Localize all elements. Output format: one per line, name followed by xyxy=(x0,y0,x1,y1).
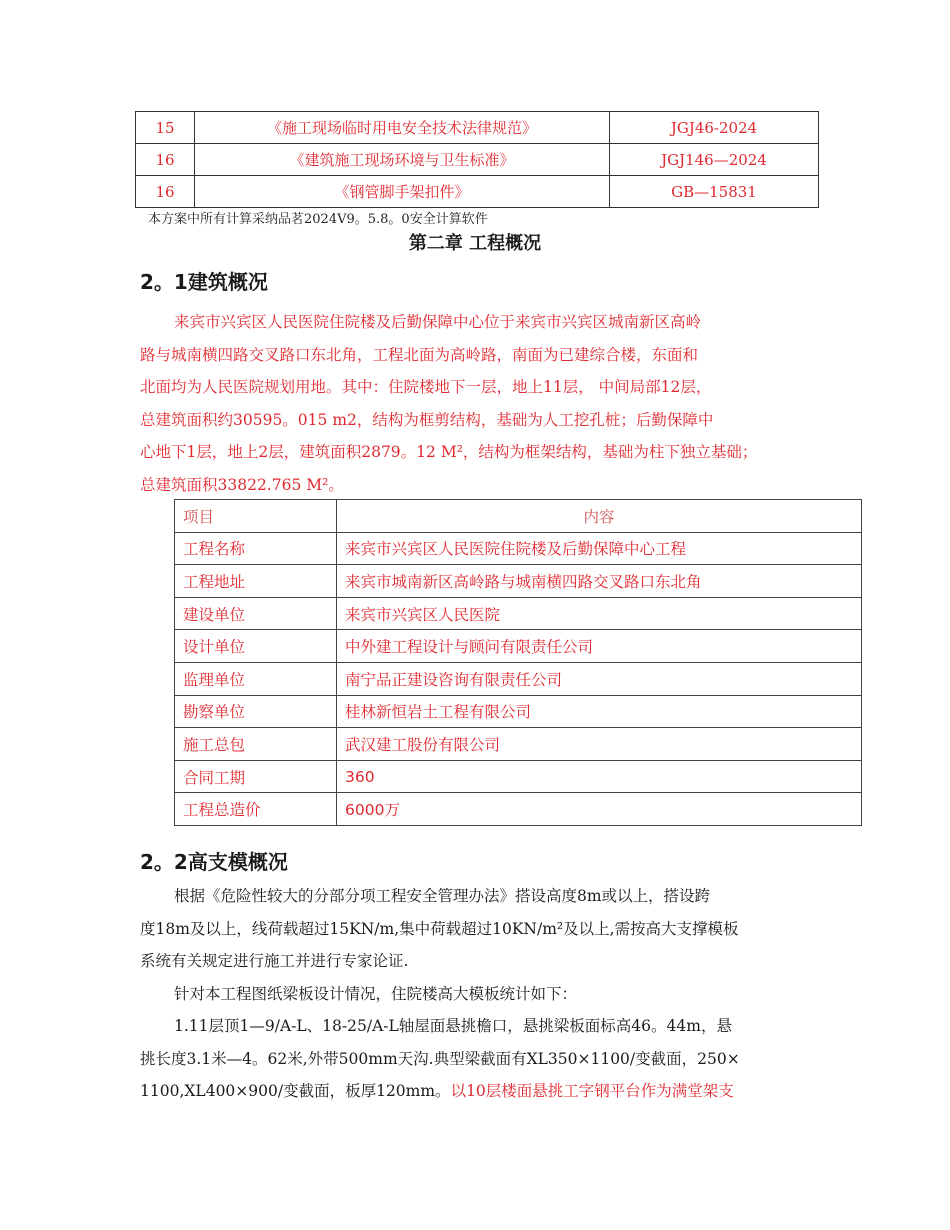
paragraph-line: 1.11层顶1—9/A-L、18-25/A-L轴屋面悬挑檐口，悬挑梁板面标高46。44m，悬 xyxy=(174,1017,732,1035)
paragraph-line: 总建筑面积约30595。015 m2，结构为框剪结构，基础为人工挖孔桩；后勤保障中 xyxy=(140,410,714,429)
info-item: 工程名称 xyxy=(175,532,337,565)
info-item: 工程地址 xyxy=(175,565,337,598)
info-item: 勘察单位 xyxy=(175,695,337,728)
reg-no: 16 xyxy=(136,176,195,208)
table-row xyxy=(175,597,862,630)
table-row xyxy=(175,565,862,598)
info-content: 来宾市城南新区高岭路与城南横四路交叉路口东北角 xyxy=(337,565,862,598)
info-content: 南宁品正建设咨询有限责任公司 xyxy=(337,662,862,695)
paragraph-line: 1100,XL400×900/变截面，板厚120mm。以10层楼面悬挑工字钢平台作为满堂架支 xyxy=(140,1082,734,1100)
table-header-row xyxy=(175,500,862,533)
table-row xyxy=(175,662,862,695)
building-overview-paragraph xyxy=(140,306,820,501)
reg-name: 《施工现场临时用电安全技术法律规范》 xyxy=(195,112,610,144)
info-item: 合同工期 xyxy=(175,760,337,793)
reg-code: GB—15831 xyxy=(610,176,819,208)
info-content: 武汉建工股份有限公司 xyxy=(337,728,862,761)
project-info-table xyxy=(174,499,862,826)
section-heading-high-formwork: 2。2高支模概况 xyxy=(140,850,288,874)
info-content: 来宾市兴宾区人民医院住院楼及后勤保障中心工程 xyxy=(337,532,862,565)
table-row xyxy=(136,144,819,176)
info-content: 中外建工程设计与顾问有限责任公司 xyxy=(337,630,862,663)
info-content: 6000万 xyxy=(337,793,862,826)
section-heading-building-overview: 2。1建筑概况 xyxy=(140,270,268,294)
paragraph-line: 心地下1层，地上2层，建筑面积2879。12 M²，结构为框架结构，基础为柱下独立基础； xyxy=(140,443,758,461)
info-item: 工程总造价 xyxy=(175,793,337,826)
info-content: 桂林新恒岩土工程有限公司 xyxy=(337,695,862,728)
paragraph-line: 针对本工程图纸梁板设计情况，住院楼高大模板统计如下： xyxy=(174,984,578,1003)
paragraph-line: 度18m及以上，线荷载超过15KN/m,集中荷载超过10KN/m²及以上,需按高大支撑模板 xyxy=(140,919,739,938)
table-row xyxy=(175,728,862,761)
paragraph-line: 北面均为人民医院规划用地。其中：住院楼地下一层，地上11层， 中间局部12层， xyxy=(140,378,712,396)
paragraph-line: 总建筑面积33822.765 M²。 xyxy=(140,475,344,494)
red-note: 以10层楼面悬挑工字钢平台作为满堂架支 xyxy=(450,1082,734,1100)
paragraph-line: 来宾市兴宾区人民医院住院楼及后勤保障中心位于来宾市兴宾区城南新区高岭 xyxy=(174,313,702,331)
table-row xyxy=(136,112,819,144)
info-item: 施工总包 xyxy=(175,728,337,761)
info-content: 360 xyxy=(337,760,862,793)
reg-no: 15 xyxy=(136,112,195,144)
high-formwork-paragraph xyxy=(140,880,820,1108)
paragraph-line: 系统有关规定进行施工并进行专家论证. xyxy=(140,952,409,970)
table-row xyxy=(175,760,862,793)
table-row xyxy=(175,630,862,663)
table-row xyxy=(175,695,862,728)
paragraph-line: 挑长度3.1米—4。62米,外带500mm天沟.典型梁截面有XL350×1100/变截面，250× xyxy=(140,1049,740,1068)
table-row xyxy=(175,532,862,565)
reg-code: JGJ146—2024 xyxy=(610,144,819,176)
info-content: 来宾市兴宾区人民医院 xyxy=(337,597,862,630)
info-item: 建设单位 xyxy=(175,597,337,630)
reg-name: 《钢管脚手架扣件》 xyxy=(195,176,610,208)
table-row xyxy=(175,793,862,826)
software-note: 本方案中所有计算采纳品茗2024V9。5.8。0安全计算软件 xyxy=(148,212,488,227)
paragraph-line: 路与城南横四路交叉路口东北角，工程北面为高岭路，南面为已建综合楼，东面和 xyxy=(140,345,699,364)
info-item: 监理单位 xyxy=(175,662,337,695)
table-row xyxy=(136,176,819,208)
reg-no: 16 xyxy=(136,144,195,176)
regulations-table xyxy=(135,111,819,208)
header-item: 项目 xyxy=(175,500,337,533)
paragraph-line: 根据《危险性较大的分部分项工程安全管理办法》搭设高度8m或以上，搭设跨 xyxy=(174,887,711,905)
reg-code: JGJ46-2024 xyxy=(610,112,819,144)
chapter-title: 第二章 工程概况 xyxy=(408,233,542,254)
info-item: 设计单位 xyxy=(175,630,337,663)
header-content: 内容 xyxy=(337,500,862,533)
reg-name: 《建筑施工现场环境与卫生标准》 xyxy=(195,144,610,176)
